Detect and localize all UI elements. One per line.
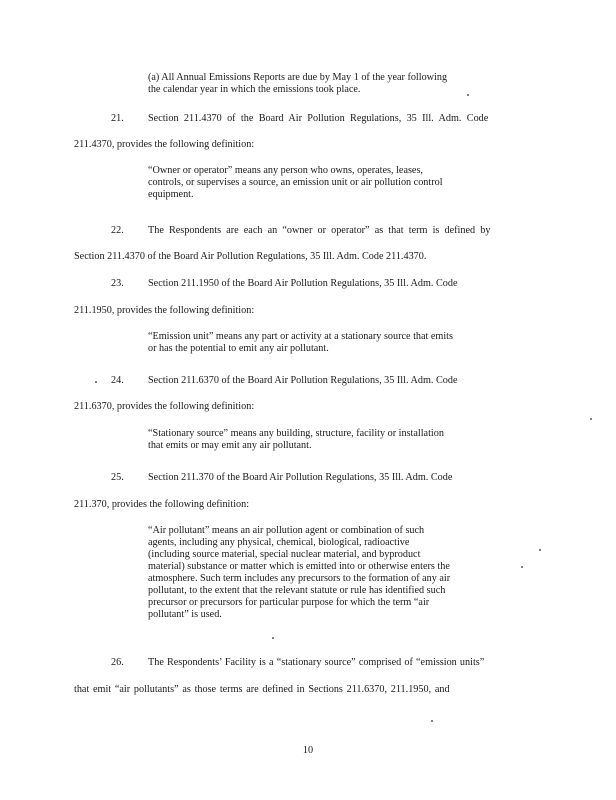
quote-line: material) substance or matter which is emitted into or otherwise enters the (148, 561, 450, 573)
paragraph-22-second-line: Section 211.4370 of the Board Air Pollution Regulations, 35 Ill. Adm. Code 211.4370. (74, 251, 427, 262)
paragraph-25-first-line: Section 211.370 of the Board Air Pollution Regulations, 35 Ill. Adm. Code (148, 472, 453, 483)
scan-speck (431, 720, 433, 722)
quote-line: (including source material, special nuclear material, and byproduct (148, 549, 421, 561)
paragraph-number-21: 21. (111, 113, 124, 124)
page-number: 10 (302, 745, 314, 756)
quote-line: “Emission unit” means any part or activity at a stationary source that emits (148, 331, 453, 342)
paragraph-21-second-line: 211.4370, provides the following definition: (74, 139, 255, 150)
quote-line: agents, including any physical, chemical, biological, radioactive (148, 537, 410, 549)
paragraph-number-22: 22. (111, 225, 124, 236)
quote-line: “Owner or operator” means any person who owns, operates, leases, (148, 165, 423, 176)
paragraph-23-second-line: 211.1950, provides the following definition: (74, 305, 255, 316)
scan-speck (539, 549, 541, 551)
paragraph-21-first-line: Section 211.4370 of the Board Air Pollution Regulations, 35 Ill. Adm. Code (148, 113, 489, 124)
quote-line: controls, or supervises a source, an emission unit or air pollution control (148, 177, 443, 189)
quote-emission-unit (148, 331, 506, 355)
paragraph-22-first-line: The Respondents are each an “owner or operator” as that term is defined by (148, 225, 491, 236)
quote-line: atmosphere. Such term includes any precursors to the formation of any air (148, 573, 451, 585)
paragraph-23-first-line: Section 211.1950 of the Board Air Pollution Regulations, 35 Ill. Adm. Code (148, 278, 458, 289)
quote-line: that emits or may emit any air pollutant. (148, 440, 312, 452)
scan-speck (272, 637, 274, 639)
paragraph-24-second-line: 211.6370, provides the following definition: (74, 401, 255, 412)
quote-line: “Air pollutant” means an air pollution agent or combination of such (148, 525, 425, 536)
quote-air-pollutant (148, 525, 506, 621)
quote-line: pollutant” is used. (148, 609, 222, 621)
quote-line: precursor or precursors for particular purpose for which the term “air (148, 597, 430, 609)
quote-line: or has the potential to emit any air pollutant. (148, 343, 329, 355)
quote-owner-or-operator (148, 165, 506, 201)
scan-speck (467, 94, 469, 96)
paragraph-26-first-line: The Respondents’ Facility is a “stationary source” comprised of “emission units” (148, 657, 485, 668)
quote-line: equipment. (148, 189, 194, 201)
quote-line: pollutant, to the extent that the relevant statute or rule has identified such (148, 585, 446, 597)
scan-speck (521, 566, 523, 568)
paragraph-number-24: 24. (111, 375, 124, 386)
paragraph-number-25: 25. (111, 472, 124, 483)
paragraph-26-second-line: that emit “air pollutants” as those terms are defined in Sections 211.6370, 211.1950, and (74, 684, 450, 695)
quote-line: “Stationary source” means any building, structure, facility or installation (148, 428, 444, 439)
paragraph-24-first-line: Section 211.6370 of the Board Air Pollution Regulations, 35 Ill. Adm. Code (148, 375, 458, 386)
paragraph-25-second-line: 211.370, provides the following definition: (74, 499, 250, 510)
quote-line: the calendar year in which the emissions took place. (148, 84, 361, 96)
scan-speck (95, 381, 97, 383)
quote-line: (a) All Annual Emissions Reports are due by May 1 of the year following (148, 72, 448, 83)
paragraph-number-23: 23. (111, 278, 124, 289)
quote-annual-emissions-reports (148, 72, 506, 96)
scan-speck (590, 418, 592, 420)
paragraph-number-26: 26. (111, 657, 124, 668)
quote-stationary-source (148, 428, 506, 452)
